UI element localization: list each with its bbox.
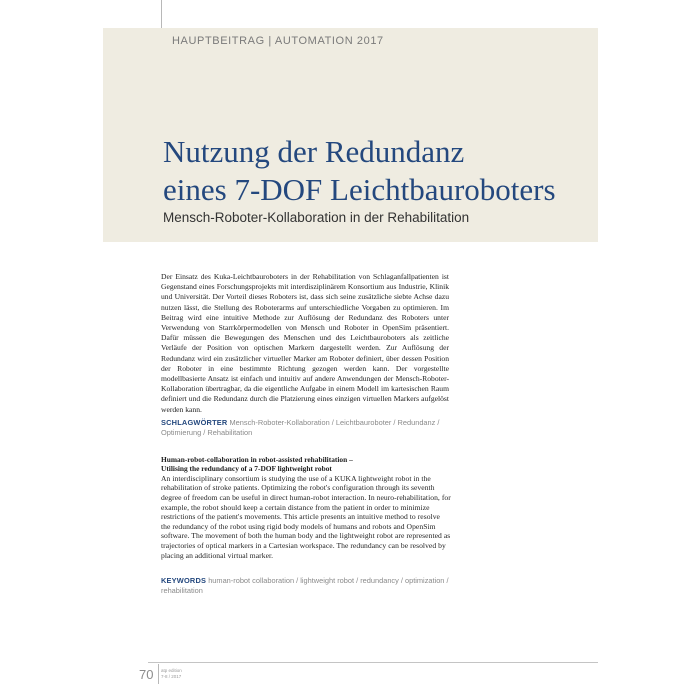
footer-rule <box>148 662 598 663</box>
english-title-line-1: Human-robot-collaboration in robot-assisted rehabilitation – <box>161 455 353 464</box>
article-subtitle: Mensch-Roboter-Kollaboration in der Rehabilitation <box>163 210 470 225</box>
page-number-separator <box>158 664 159 684</box>
keywords-english-text: human-robot collaboration / lightweight robot / redundancy / optimization / rehabilitation <box>161 576 449 595</box>
publication-issue: 7-8 / 2017 <box>161 673 182 679</box>
english-title <box>161 455 451 474</box>
publication-info <box>161 668 182 679</box>
keywords-english <box>161 576 461 596</box>
section-label: HAUPTBEITRAG | AUTOMATION 2017 <box>172 35 384 47</box>
english-title-line-2: Utilising the redundancy of a 7-DOF lightweight robot <box>161 464 332 474</box>
english-abstract-block <box>161 455 451 560</box>
abstract-german: Der Einsatz des Kuka-Leichtbauroboters in der Rehabilitation von Schlaganfallpatienten ist Gegenstand eines Forschungsprojekts mit interdisziplinärem Konsortium aus Industrie, Klinik und Universität. Der Vorteil dieses Roboters ist, dass sich seine zusätzliche siebte Achse dazu nutzen lässt, die Stellung des Roboterarms auf unterschiedliche Vorgaben zu optimieren. Im Beitrag wird eine intuitive Methode zur Auflösung der Redundanz des Roboters unter Verwendung von Starrkörpermodellen von Mensch und Roboter in OpenSim präsentiert. Dafür müssen die Bewegungen des Menschen und des Leichtbauroboters als zeitliche Verläufe der Position von optischen Markern dargestellt werden. Zur Auflösung der Redundanz wird ein zusätzlicher virtueller Marker am Roboter definiert, über dessen Position der Roboter in eine bestimmte Richtung gezogen werden kann. Der vorgestellte modellbasierte Ansatz ist einfach und intuitiv auf andere Anwendungen der Mensch-Roboter-Kollaboration übertragbar, da die eigentliche Aufgabe in einem Modell im kartesischen Raum definiert und die Redundanz durch die Platzierung eines einzigen virtuellen Markers aufgelöst werden kann. <box>161 272 449 414</box>
keywords-german <box>161 418 461 438</box>
article-title-line-2: eines 7-DOF Leichtbauroboters <box>163 172 556 207</box>
keywords-english-label: KEYWORDS <box>161 576 207 585</box>
article-title-line-1: Nutzung der Redundanz <box>163 134 465 169</box>
top-vertical-rule <box>161 0 162 28</box>
abstract-english: An interdisciplinary consortium is studying the use of a KUKA lightweight robot in the rehabilitation of stroke patients. Optimizing the robot's configuration through its seventh degree of freedom can be useful in direct human-robot interaction. In neuro-rehabilitation, for example, the robot should keep a certain distance from the patient in order to minimize restrictions of the patient's movements. This article presents an intuitive method to resolve the redundancy of the robot using rigid body models of humans and robots and OpenSim software. The movement of both the human body and the lightweight robot are represented as trajectories of optical markers in a Cartesian workspace. The redundancy can be resolved by placing an additional virtual marker. <box>161 473 451 560</box>
publication-name: atp edition <box>161 668 182 673</box>
keywords-german-text: Mensch-Roboter-Kollaboration / Leichtbauroboter / Redundanz / Optimierung / Rehabilitation <box>161 418 440 437</box>
keywords-german-label: SCHLAGWÖRTER <box>161 418 228 427</box>
page-number: 70 <box>139 667 154 682</box>
article-title <box>163 133 593 209</box>
